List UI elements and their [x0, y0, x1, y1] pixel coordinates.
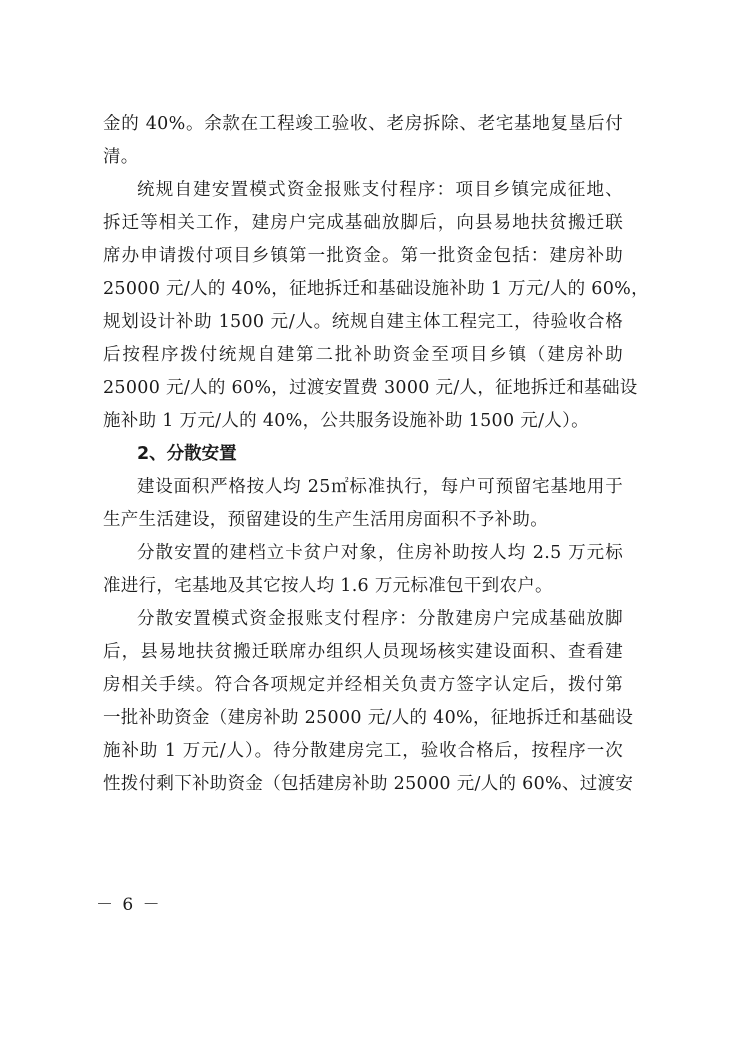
page-number: － 6 － — [96, 895, 162, 915]
text-line: 25000 元/人的 60%，过渡安置费 3000 元/人，征地拆迁和基础设 — [103, 378, 638, 398]
text-line: 一批补助资金（建房补助 25000 元/人的 40%，征地拆迁和基础设 — [103, 708, 634, 728]
text-line: 金的 40%。余款在工程竣工验收、老房拆除、老宅基地复垦后付 — [103, 114, 623, 134]
text-line: 分散安置模式资金报账支付程序：分散建房户完成基础放脚 — [137, 609, 623, 629]
body-text — [103, 108, 649, 801]
text-line: 规划设计补助 1500 元/人。统规自建主体工程完工，待验收合格 — [103, 312, 623, 332]
text-line: 后按程序拨付统规自建第二批补助资金至项目乡镇（建房补助 — [103, 345, 623, 365]
text-line: 性拨付剩下补助资金（包括建房补助 25000 元/人的 60%、过渡安 — [103, 774, 634, 794]
text-line: 施补助 1 万元/人的 40%，公共服务设施补助 1500 元/人）。 — [103, 411, 589, 431]
text-line: 25000 元/人的 40%，征地拆迁和基础设施补助 1 万元/人的 60%， — [103, 279, 649, 299]
text-line: 清。 — [103, 147, 139, 167]
text-line: 房相关手续。符合各项规定并经相关负责方签字认定后，拨付第 — [103, 675, 623, 695]
section-heading: 2、分散安置 — [137, 444, 237, 464]
text-line: 统规自建安置模式资金报账支付程序：项目乡镇完成征地、 — [137, 180, 623, 200]
text-line: 准进行，宅基地及其它按人均 1.6 万元标准包干到农户。 — [103, 576, 553, 596]
paragraph-block-1 — [103, 108, 649, 438]
text-line: 建设面积严格按人均 25㎡标准执行，每户可预留宅基地用于 — [137, 477, 623, 497]
text-line: 分散安置的建档立卡贫户对象，住房补助按人均 2.5 万元标 — [137, 543, 623, 563]
text-line: 拆迁等相关工作，建房户完成基础放脚后，向县易地扶贫搬迁联 — [103, 213, 623, 233]
text-line: 施补助 1 万元/人）。待分散建房完工，验收合格后，按程序一次 — [103, 741, 623, 761]
text-line: 席办申请拨付项目乡镇第一批资金。第一批资金包括：建房补助 — [103, 246, 623, 266]
paragraph-block-2 — [103, 471, 634, 801]
text-line: 生产生活建设，预留建设的生产生活用房面积不予补助。 — [103, 510, 548, 530]
text-line: 后，县易地扶贫搬迁联席办组织人员现场核实建设面积、查看建 — [103, 642, 623, 662]
